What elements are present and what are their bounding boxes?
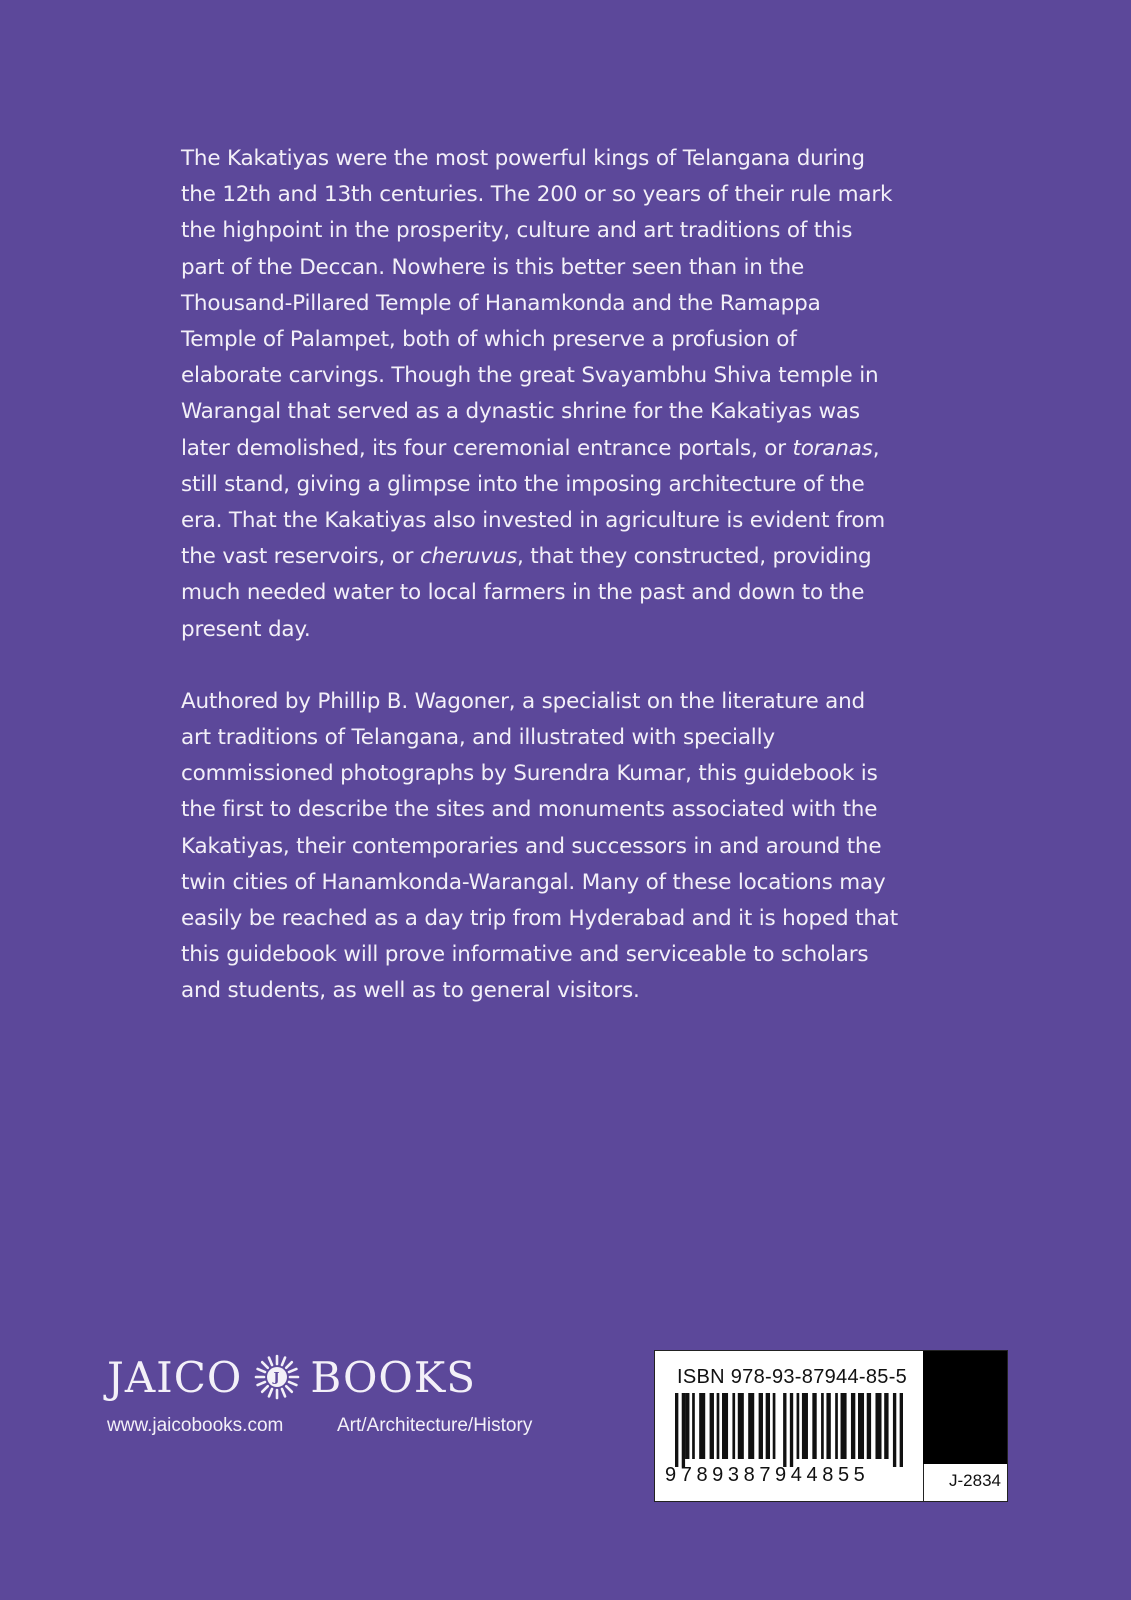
publisher-logo [107,1351,476,1403]
barcode-bar [893,1393,896,1467]
barcode-bar [675,1393,678,1467]
barcode-bar [867,1393,871,1459]
barcode-bar [738,1393,744,1459]
sun-emblem-icon [254,1354,300,1400]
term-cheruvus: cheruvus [419,544,518,570]
barcode-bar [884,1393,888,1459]
barcode-bar [783,1393,786,1467]
barcode-bar [717,1393,720,1459]
publisher-name-right: BOOKS [310,1352,476,1402]
barcode-bar [685,1393,689,1459]
barcode-bar [710,1393,714,1459]
code-panel-black [923,1351,1007,1464]
barcode-bar [900,1393,903,1467]
publisher-name-left: JAICO [107,1352,243,1402]
back-cover-blurb [181,141,901,1010]
logo-letter: J [273,1370,281,1386]
barcode-bar [773,1393,776,1459]
barcode-digits: 9789387944855 [665,1464,870,1486]
barcode-bar [821,1393,824,1459]
isbn-barcode-panel [654,1350,1008,1502]
blurb-paragraph-1 [181,141,901,648]
barcode-bar [841,1393,847,1459]
barcode-bar [682,1393,685,1467]
blurb-paragraph-2: Authored by Phillip B. Wagoner, a specialist on the literature and art traditions of Telangana, and illustrated with specially commissioned photographs by Surendra Kumar, this guidebook is the first to describe the sites and monuments associated with the Kakatiyas, their contemporaries and successors in and around the twin cities of Hanamkonda-Warangal. Many of these locations may easily be reached as a day trip from Hyderabad and it is hoped that this guidebook will prove informative and serviceable to scholars and students, as well as to general visitors. [181,688,898,1004]
barcode-bar [858,1393,864,1459]
barcode-bar [732,1393,735,1459]
barcode-bar [722,1393,728,1459]
blurb-p1-text-a: The Kakatiyas were the most powerful kings of Telangana during the 12th and 13th centuries. The 200 or so years of their rule mark the highpoint in the prosperity, culture and art traditions of this part of the Deccan. Nowhere is this better seen than in the Thousand-Pillared Temple of Hanamkonda and the Ramappa Temple of Palampet, both of which preserve a profusion of elaborate carvings. Though the great Svayambhu Shiva temple in Warangal that served as a dynastic shrine for the Kakatiyas was later demolished, its four ceremonial entrance portals, or [181,146,893,461]
term-toranas: toranas [792,435,873,461]
book-category: Art/Architecture/History [337,1415,533,1436]
barcode-bar [797,1393,800,1459]
barcode-bar [802,1393,808,1459]
barcode-bar [851,1393,855,1459]
publisher-website: www.jaicobooks.com [107,1415,284,1436]
isbn-label: ISBN 978-93-87944-85-5 [677,1366,908,1388]
blurb-p1-text-b: , still stand, giving a glimpse into the imposing architecture of the era. That the Kakatiyas also invested in agriculture is evident from the vast reservoirs, or [181,435,886,570]
barcode-bar [699,1393,705,1459]
barcode-bar [692,1393,695,1459]
barcode-bar [748,1393,754,1459]
blurb-p1-text-c: , that they constructed, providing much needed water to local farmers in the past and down to the present day. [181,544,872,642]
barcode-bar [835,1393,838,1459]
barcode-bar [875,1393,881,1459]
barcode-bar [766,1393,770,1459]
barcode-icon [669,1393,909,1467]
barcode-bar [812,1393,816,1459]
barcode-bar [790,1393,793,1467]
book-code: J-2834 [949,1471,1001,1490]
barcode-bar [826,1393,830,1459]
barcode-bar [759,1393,763,1459]
